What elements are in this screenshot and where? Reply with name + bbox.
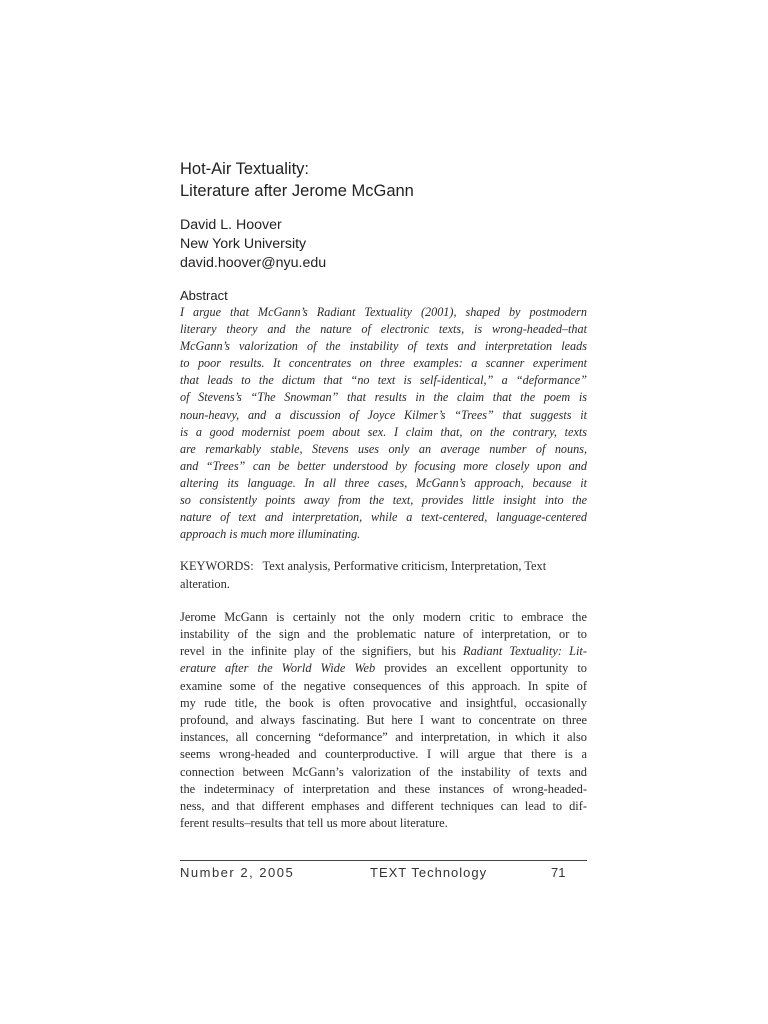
body-line bbox=[180, 798, 587, 815]
keywords-block bbox=[180, 558, 587, 592]
title-line-2: Literature after Jerome McGann bbox=[180, 182, 414, 200]
body-line bbox=[180, 660, 587, 677]
keywords-line-1: Text analysis, Performative criticism, Interpretation, Text bbox=[262, 559, 547, 574]
footer-issue: Number 2, 2005 bbox=[180, 865, 295, 880]
abstract-heading: Abstract bbox=[180, 288, 228, 303]
body-line bbox=[180, 781, 587, 798]
title-line-1: Hot-Air Textuality: bbox=[180, 160, 309, 178]
book-title-italic: erature after the World Wide Web bbox=[180, 661, 376, 676]
abstract-line: so consistently points away from the text, provides little insight into the bbox=[180, 493, 587, 508]
body-line bbox=[180, 643, 587, 660]
body-line-text: my rude title, the book is often provocative and insightful, occasionally bbox=[180, 695, 587, 710]
abstract-line: approach is much more illuminating. bbox=[180, 527, 361, 542]
body-line-text: ness, and that different emphases and different techniques can lead to dif- bbox=[180, 798, 587, 813]
abstract-line: is a good modernist poem about sex. I claim that, on the contrary, texts bbox=[180, 424, 587, 439]
body-line-text: revel in the infinite play of the signifiers, but his bbox=[180, 644, 464, 659]
body-line bbox=[180, 712, 587, 729]
abstract-text bbox=[180, 304, 587, 543]
body-line bbox=[180, 678, 587, 695]
body-line bbox=[180, 815, 587, 832]
article-page bbox=[180, 158, 587, 832]
abstract-line: literary theory and the nature of electronic texts, is wrong-headed–that bbox=[180, 322, 587, 337]
author-email: david.hoover@nyu.edu bbox=[180, 255, 327, 271]
body-line-text: Jerome McGann is certainly not the only modern critic to embrace the bbox=[180, 609, 587, 624]
body-line-text: profound, and always fascinating. But here I want to concentrate on three bbox=[180, 712, 587, 727]
body-line-text: examine some of the negative consequences of this approach. In spite of bbox=[180, 678, 587, 693]
author-name: David L. Hoover bbox=[180, 217, 282, 233]
author-affiliation: New York University bbox=[180, 236, 307, 252]
body-line-text: seems wrong-headed and counterproductive. I will argue that there is a bbox=[180, 747, 587, 762]
body-line-text: instability of the sign and the problematic nature of interpretation, or to bbox=[180, 626, 587, 641]
body-line bbox=[180, 695, 587, 712]
abstract-line: I argue that McGann’s Radiant Textuality (2001), shaped by postmodern bbox=[180, 305, 587, 319]
keywords-label: KEYWORDS: bbox=[180, 559, 254, 574]
article-title bbox=[180, 158, 587, 202]
body-line bbox=[180, 746, 587, 763]
abstract-line: to poor results. It concentrates on three examples: a scanner experiment bbox=[180, 356, 587, 371]
keywords-line-2: alteration. bbox=[180, 576, 230, 591]
abstract-line: that leads to the dictum that “no text is self-identical,” a “deformance” bbox=[180, 373, 587, 388]
author-block bbox=[180, 216, 587, 273]
body-line-text: instances, all concerning “deformance” and interpretation, in which it also bbox=[180, 730, 587, 745]
book-title-italic: Radiant Textuality: Lit- bbox=[463, 644, 587, 659]
footer-journal: TEXT Technology bbox=[370, 865, 488, 880]
body-line-text: the indeterminacy of interpretation and these instances of wrong-headed- bbox=[180, 781, 587, 796]
abstract-line: nature of text and interpretation, while a text-centered, language-centered bbox=[180, 510, 587, 525]
body-line-text: connection between McGann’s valorization of the instability of texts and bbox=[180, 764, 587, 779]
footer-page-number: 71 bbox=[551, 865, 566, 880]
abstract-line: and “Trees” can be better understood by focusing more closely upon and bbox=[180, 458, 587, 473]
abstract-line: noun-heavy, and a discussion of Joyce Kilmer’s “Trees” that suggests it bbox=[180, 407, 587, 422]
abstract-line: McGann’s valorization of the instability of texts and interpretation leads bbox=[180, 339, 587, 354]
body-line bbox=[180, 729, 587, 746]
body-line bbox=[180, 609, 587, 626]
page-footer bbox=[180, 860, 587, 885]
abstract-line: altering its language. In all three cases, McGann’s approach, because it bbox=[180, 475, 587, 490]
body-line-text: provides an excellent opportunity to bbox=[375, 661, 587, 676]
body-line bbox=[180, 764, 587, 781]
body-paragraph bbox=[180, 609, 587, 833]
body-line-text: ferent results–results that tell us more about literature. bbox=[180, 816, 448, 831]
abstract-line: are remarkably stable, Stevens uses only an average number of nouns, bbox=[180, 441, 587, 456]
body-line bbox=[180, 626, 587, 643]
abstract-line: of Stevens’s “The Snowman” that results in the claim that the poem is bbox=[180, 390, 587, 405]
